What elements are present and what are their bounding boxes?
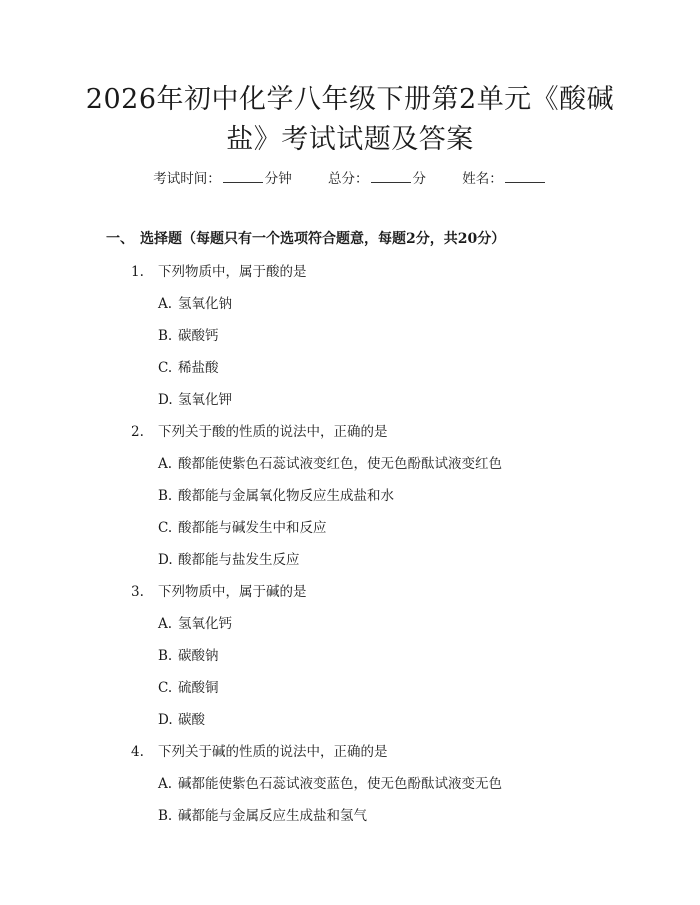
option-item [158, 518, 327, 538]
section-number: 一、 [106, 231, 134, 247]
option-item [158, 390, 232, 410]
option-item [158, 806, 367, 826]
option-item [158, 678, 219, 698]
option-item [158, 294, 232, 314]
student-name-blank [505, 168, 545, 183]
option-letter: B. [158, 488, 173, 504]
option-letter: D. [158, 392, 173, 408]
option-text: 碱都能使紫色石蕊试液变蓝色，使无色酚酞试液变无色 [178, 776, 502, 792]
option-letter: D. [158, 712, 173, 728]
option-item [158, 550, 300, 570]
option-letter: B. [158, 328, 173, 344]
page-title [60, 80, 640, 160]
option-item [158, 358, 219, 378]
question-text: 下列关于酸的性质的说法中，正确的是 [158, 424, 388, 440]
option-item [158, 326, 219, 346]
question-number: 4. [131, 744, 144, 760]
title-line-2: 盐》考试试题及答案 [226, 124, 474, 155]
option-letter: A. [158, 776, 173, 792]
option-text: 氢氧化钙 [178, 616, 232, 632]
total-score-label: 总分： [328, 171, 369, 187]
question-number: 1. [131, 264, 144, 280]
option-text: 酸都能与盐发生反应 [178, 552, 300, 568]
option-item [158, 646, 219, 666]
option-item [158, 710, 205, 730]
option-text: 碳酸钙 [178, 328, 219, 344]
option-item [158, 486, 394, 506]
option-letter: A. [158, 616, 173, 632]
question-number: 2. [131, 424, 144, 440]
option-letter: C. [158, 680, 173, 696]
option-text: 氢氧化钠 [178, 296, 232, 312]
exam-info-line [0, 168, 700, 189]
exam-time-unit: 分钟 [264, 171, 292, 187]
option-text: 酸都能与金属氧化物反应生成盐和水 [178, 488, 394, 504]
question-text: 下列物质中，属于酸的是 [158, 264, 307, 280]
option-text: 碳酸 [178, 712, 205, 728]
option-text: 稀盐酸 [178, 360, 219, 376]
exam-time-blank [223, 168, 263, 183]
question-text: 下列关于碱的性质的说法中，正确的是 [158, 744, 388, 760]
option-text: 硫酸铜 [178, 680, 219, 696]
option-text: 酸都能使紫色石蕊试液变红色，使无色酚酞试液变红色 [178, 456, 502, 472]
option-text: 氢氧化钾 [178, 392, 232, 408]
option-item [158, 454, 502, 474]
question-4 [131, 742, 388, 762]
student-name-label: 姓名： [462, 171, 503, 187]
option-letter: C. [158, 520, 173, 536]
title-line-1: 2026年初中化学八年级下册第2单元《酸碱 [85, 84, 615, 115]
option-letter: C. [158, 360, 173, 376]
student-name-field [462, 168, 547, 189]
option-text: 酸都能与碱发生中和反应 [178, 520, 327, 536]
question-3 [131, 582, 307, 602]
section-heading [106, 229, 660, 249]
option-text: 碳酸钠 [178, 648, 219, 664]
question-text: 下列物质中，属于碱的是 [158, 584, 307, 600]
option-item [158, 774, 502, 794]
option-item [158, 614, 232, 634]
question-number: 3. [131, 584, 144, 600]
total-score-blank [371, 168, 411, 183]
option-letter: D. [158, 552, 173, 568]
option-letter: A. [158, 296, 173, 312]
option-text: 碱都能与金属反应生成盐和氢气 [178, 808, 367, 824]
total-score-field [328, 168, 426, 189]
option-letter: B. [158, 648, 173, 664]
option-letter: B. [158, 808, 173, 824]
question-2 [131, 422, 388, 442]
question-1 [131, 262, 307, 282]
exam-time-label: 考试时间： [153, 171, 221, 187]
exam-time-field [153, 168, 292, 189]
total-score-unit: 分 [412, 171, 426, 187]
option-letter: A. [158, 456, 173, 472]
section-title: 选择题（每题只有一个选项符合题意，每题2分，共20分） [140, 231, 506, 247]
